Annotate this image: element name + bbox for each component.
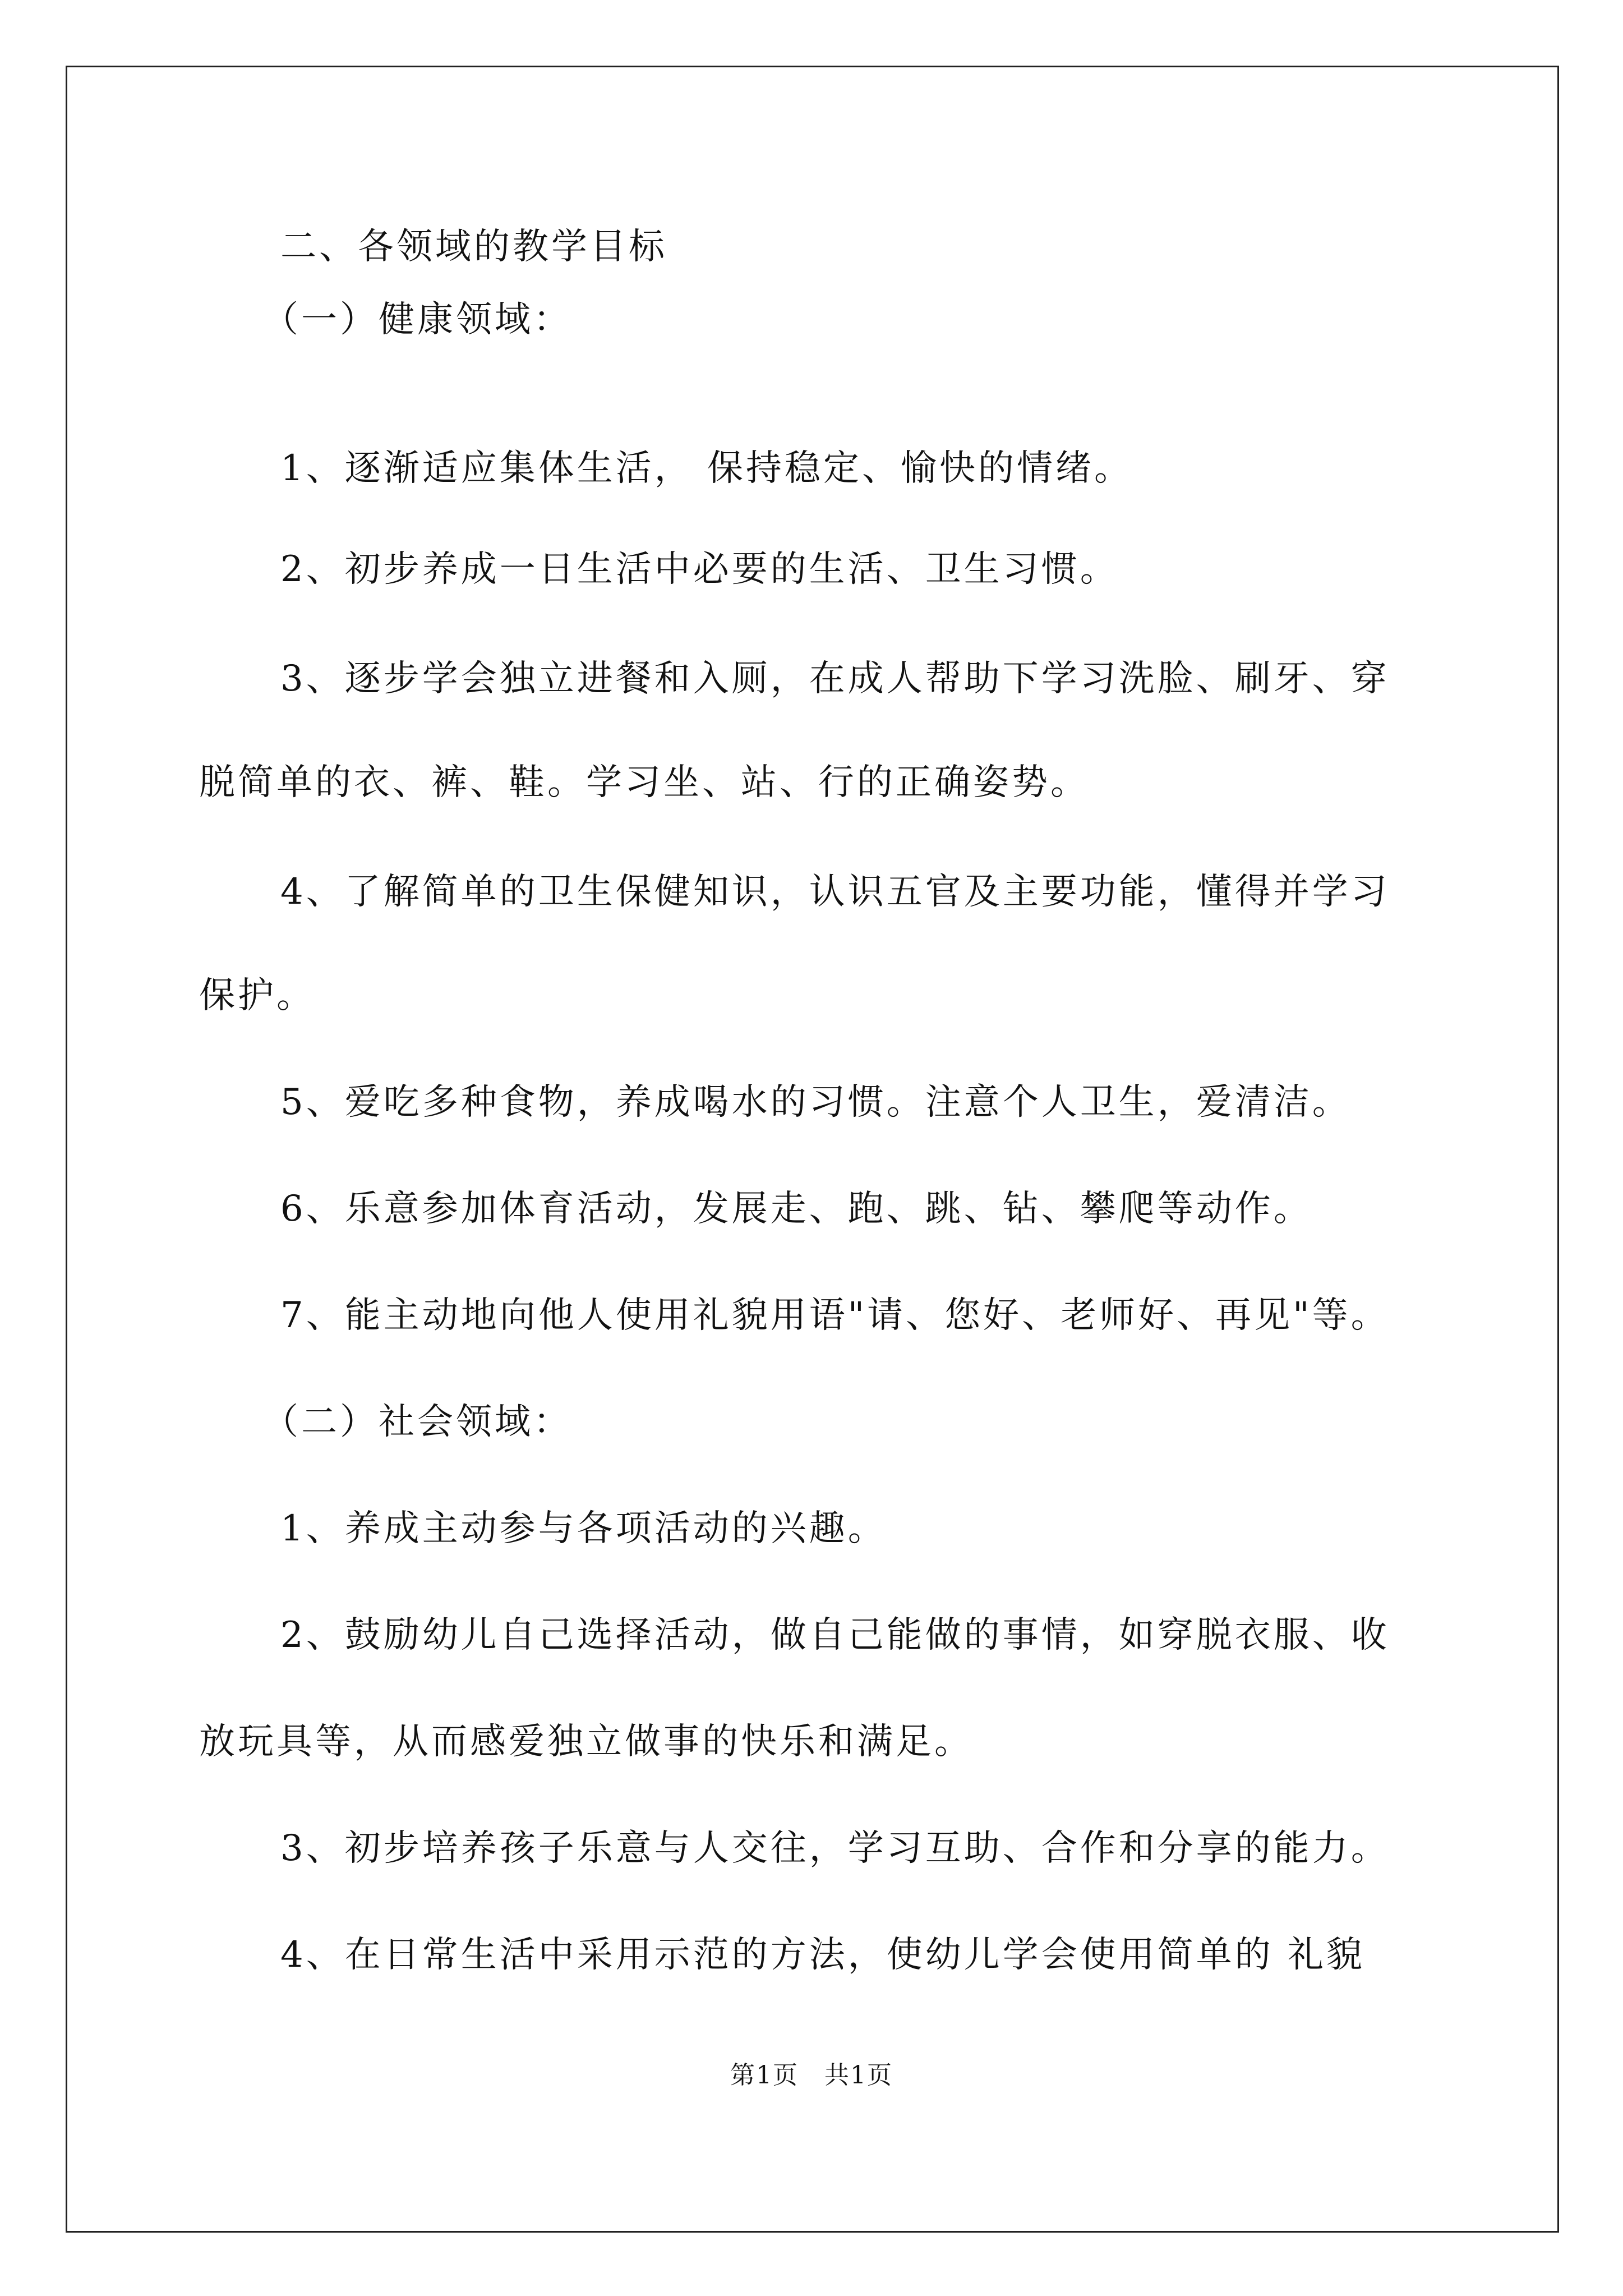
- document-heading: 二、各领域的教学目标: [280, 226, 667, 268]
- list-item-social-4: 4、在日常生活中采用示范的方法，使幼儿学会使用简单的 礼貌: [280, 1934, 1366, 1976]
- list-item-social-3: 3、初步培养孩子乐意与人交往，学习互助、合作和分享的能力。: [280, 1828, 1390, 1869]
- section-title-health: （一）健康领域：: [262, 299, 572, 341]
- list-item-health-3: 3、逐步学会独立进餐和入厕，在成人帮助下学习洗脸、刷牙、穿: [280, 658, 1390, 700]
- list-item-health-4: 4、了解简单的卫生保健知识，认识五官及主要功能，懂得并学习: [280, 871, 1390, 913]
- list-item-health-6: 6、乐意参加体育活动，发展走、跑、跳、钻、攀爬等动作。: [280, 1188, 1312, 1230]
- list-item-health-4-cont: 保护。: [199, 975, 315, 1016]
- list-item-health-2: 2、初步养成一日生活中必要的生活、卫生习惯。: [280, 549, 1119, 590]
- section-title-social: （二）社会领域：: [262, 1401, 572, 1443]
- list-item-health-1: 1、逐渐适应集体生活， 保持稳定、愉快的情绪。: [280, 448, 1133, 489]
- list-item-health-3-cont: 脱简单的衣、裤、鞋。学习坐、站、行的正确姿势。: [199, 762, 1089, 803]
- page-number-footer: 第1页 共1页: [730, 2061, 893, 2090]
- list-item-health-7: 7、能主动地向他人使用礼貌用语"请、您好、老师好、再见"等。: [280, 1295, 1390, 1336]
- list-item-health-5: 5、爱吃多种食物，养成喝水的习惯。注意个人卫生，爱清洁。: [280, 1082, 1351, 1123]
- page-frame: [66, 66, 1559, 2233]
- list-item-social-2: 2、鼓励幼儿自己选择活动，做自己能做的事情，如穿脱衣服、收: [280, 1614, 1390, 1656]
- list-item-social-1: 1、养成主动参与各项活动的兴趣。: [280, 1508, 887, 1549]
- list-item-social-2-cont: 放玩具等，从而感爱独立做事的快乐和满足。: [199, 1721, 973, 1763]
